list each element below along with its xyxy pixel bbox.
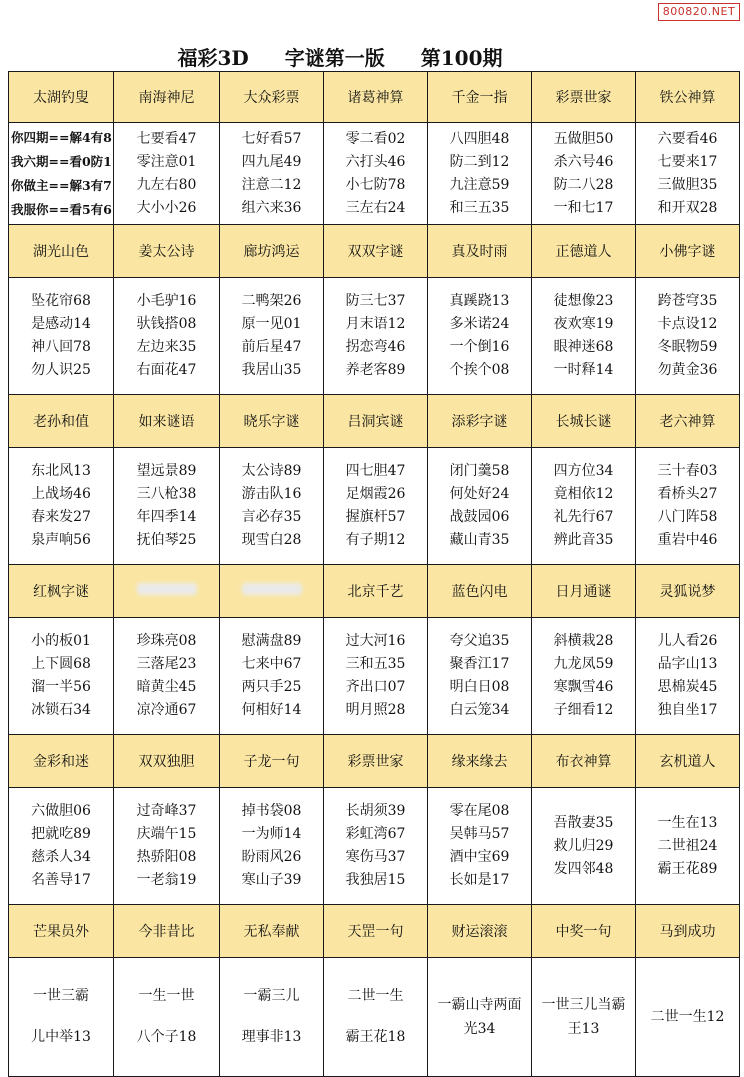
column-header: 正德道人 [532,225,636,278]
header-row [9,565,740,618]
column-header: 诸葛神算 [324,72,428,123]
riddle-line: 过大河16 [345,633,406,649]
column-header [220,565,324,618]
riddle-line: 凉冷通67 [136,702,197,718]
riddle-cell [324,788,428,905]
riddle-line: 六要看46 [657,130,718,147]
column-header: 蓝色闪电 [428,565,532,618]
riddle-line: 霸王花18 [345,1029,406,1045]
site-watermark: 800820.NET [658,3,740,21]
riddle-cell [9,123,114,225]
riddle-line: 一时释14 [553,362,614,378]
riddle-line: 神八回78 [31,339,91,355]
riddle-line: 眼神迷68 [553,339,614,355]
column-header: 千金一指 [428,72,532,123]
riddle-line: 是感动14 [31,316,91,332]
riddle-cell [220,123,324,225]
blurred-header [137,583,197,595]
riddle-line: 子细看12 [553,702,614,718]
riddle-line: 小毛驴16 [136,293,197,309]
riddle-line: 长如是17 [449,872,510,888]
riddle-cell [220,618,324,735]
riddle-line: 坠花帘68 [31,293,91,309]
riddle-line: 名善导17 [31,872,91,888]
riddle-cell [114,278,220,395]
riddle-line: 三十春03 [657,463,718,479]
title-brand: 福彩3D [177,45,249,70]
column-header: 日月通谜 [532,565,636,618]
column-header: 长城长谜 [532,395,636,448]
riddle-cell [220,448,324,565]
riddle-cell [220,278,324,395]
header-row [9,905,740,958]
riddle-line: 战鼓园06 [449,509,510,525]
riddle-line: 九左右80 [136,176,197,193]
riddle-line: 徒想像23 [553,293,614,309]
riddle-line: 救儿归29 [553,837,614,854]
riddle-line: 三左右24 [345,199,406,216]
riddle-line: 藏山青35 [449,532,510,548]
riddle-line: 五做胆50 [553,130,614,147]
riddle-line: 八个子18 [136,1029,197,1045]
riddle-line: 一霸三儿 [243,988,300,1004]
header-row [9,225,740,278]
riddle-cell [532,958,636,1077]
riddle-cell [636,123,740,225]
riddle-line: 儿人看26 [657,633,718,649]
riddle-cell [532,278,636,395]
riddle-cell [220,958,324,1077]
riddle-cell [114,788,220,905]
riddle-line: 七来中67 [241,656,302,672]
column-header: 姜太公诗 [114,225,220,278]
column-header: 芒果员外 [9,905,114,958]
riddle-line: 发四邻48 [553,860,614,877]
riddle-line: 防二八28 [553,176,614,193]
column-header: 灵狐说梦 [636,565,740,618]
riddle-line: 四方位34 [553,463,614,479]
riddle-cell [324,448,428,565]
riddle-cell [636,788,740,905]
line-spacer [114,1008,219,1026]
column-header: 双双字谜 [324,225,428,278]
riddle-line: 一霸山寺两面光34 [437,997,522,1037]
riddle-line: 九注意59 [449,176,510,193]
riddle-line: 我服你==看5有6 [11,201,112,217]
riddle-line: 拐恋弯46 [345,339,406,355]
riddle-line: 组六来36 [241,199,302,216]
riddle-line: 大小小26 [136,199,197,216]
riddle-line: 和开双28 [657,199,718,216]
riddle-row [9,618,740,735]
riddle-line: 零注意01 [136,153,197,170]
riddle-line: 七要看47 [136,130,197,147]
page-title [0,40,680,72]
column-header: 玄机道人 [636,735,740,788]
column-header: 老孙和值 [9,395,114,448]
column-header: 布衣神算 [532,735,636,788]
riddle-line: 夸父追35 [449,633,510,649]
riddle-line: 斜横栽28 [553,633,614,649]
title-issue: 第100期 [420,45,503,70]
riddle-line: 何处好24 [449,486,510,502]
riddle-cell [532,788,636,905]
riddle-line: 上下圆68 [31,656,91,672]
riddle-line: 三做胆35 [657,176,718,193]
column-header: 红枫字谜 [9,565,114,618]
riddle-cell [636,448,740,565]
riddle-cell [114,958,220,1077]
riddle-line: 白云笼34 [449,702,510,718]
riddle-line: 月末语12 [345,316,406,332]
riddle-line: 儿中举13 [31,1029,91,1045]
riddle-line: 春来发27 [31,509,91,525]
riddle-line: 六做胆06 [31,803,91,819]
riddle-row [9,448,740,565]
riddle-row [9,958,740,1077]
riddle-line: 聚香江17 [449,656,510,672]
riddle-cell [9,278,114,395]
riddle-cell [324,278,428,395]
riddle-line: 独自坐17 [657,702,718,718]
column-header: 马到成功 [636,905,740,958]
riddle-row [9,788,740,905]
riddle-line: 竟相依12 [553,486,614,502]
riddle-line: 庆端午15 [136,826,197,842]
riddle-line: 一世三霸 [33,988,89,1004]
riddle-line: 二世一生12 [650,1008,725,1025]
riddle-line: 一生在13 [657,814,718,831]
riddle-line: 你四期==解4有8 [11,129,112,145]
column-header: 廊坊鸿运 [220,225,324,278]
riddle-row [9,123,740,225]
riddle-cell [9,618,114,735]
line-spacer [9,1008,113,1026]
column-header: 小佛字谜 [636,225,740,278]
riddle-line: 重岩中46 [657,532,718,548]
riddle-line: 八门阵58 [657,509,718,525]
riddle-line: 三和五35 [345,656,406,672]
riddle-cell [428,448,532,565]
riddle-line: 二世祖24 [657,837,718,854]
column-header: 子龙一句 [220,735,324,788]
riddle-line: 冰锁石34 [31,702,91,718]
riddle-line: 三落尾23 [136,656,197,672]
column-header: 添彩字谜 [428,395,532,448]
riddle-line: 热骄阳08 [136,849,197,865]
riddle-line: 太公诗89 [241,463,302,479]
riddle-line: 冬眠物59 [657,339,718,355]
riddle-line: 驮钱搭08 [136,316,197,332]
column-header: 今非昔比 [114,905,220,958]
riddle-line: 注意二12 [241,176,302,193]
riddle-line: 真蹊跷13 [449,293,510,309]
riddle-line: 言必存35 [241,509,302,525]
riddle-line: 年四季14 [136,509,197,525]
riddle-line: 你做主==解3有7 [11,177,112,193]
riddle-line: 闭门羹58 [449,463,510,479]
riddle-cell [114,123,220,225]
column-header: 财运滚滚 [428,905,532,958]
riddle-line: 寒飘雪46 [553,679,614,695]
riddle-line: 上战场46 [31,486,91,502]
riddle-cell [636,618,740,735]
riddle-line: 掉书袋08 [241,803,302,819]
riddle-line: 右面花47 [136,362,197,378]
riddle-cell [428,278,532,395]
riddle-line: 一和七17 [553,199,614,216]
riddle-line: 看桥头27 [657,486,718,502]
riddle-line: 一为师14 [241,826,302,842]
riddle-line: 抚伯琴25 [136,532,197,548]
riddle-line: 四七胆47 [345,463,406,479]
riddle-table [8,71,740,1077]
riddle-line: 彩虹湾67 [345,826,406,842]
riddle-line: 养老客89 [345,362,406,378]
riddle-line: 七好看57 [241,130,302,147]
riddle-cell [324,618,428,735]
riddle-line: 前后星47 [241,339,302,355]
riddle-line: 寒伤马37 [345,849,406,865]
riddle-line: 杀六号46 [553,153,614,170]
riddle-line: 勿人识25 [31,362,91,378]
riddle-cell [636,278,740,395]
riddle-line: 跨苍穹35 [657,293,718,309]
column-header: 彩票世家 [532,72,636,123]
column-header: 铁公神算 [636,72,740,123]
riddle-cell [324,123,428,225]
riddle-cell [532,123,636,225]
line-spacer [324,1008,427,1026]
riddle-line: 过奇峰37 [136,803,197,819]
riddle-line: 一老翁19 [136,872,197,888]
riddle-line: 足烟霞26 [345,486,406,502]
riddle-line: 一个倒16 [449,339,510,355]
riddle-line: 二世一生 [347,988,404,1004]
riddle-line: 现雪白28 [241,532,302,548]
riddle-line: 卡点设12 [657,316,718,332]
riddle-line: 防三七37 [345,293,406,309]
column-header: 大众彩票 [220,72,324,123]
riddle-line: 勿黄金36 [657,362,718,378]
riddle-line: 两只手25 [241,679,302,695]
column-header: 老六神算 [636,395,740,448]
riddle-line: 思棉炭45 [657,679,718,695]
column-header: 中奖一句 [532,905,636,958]
riddle-cell [324,958,428,1077]
riddle-line: 六打头46 [345,153,406,170]
riddle-line: 明白日08 [449,679,510,695]
riddle-line: 暗黄尘45 [136,679,197,695]
riddle-line: 八四胆48 [449,130,510,147]
riddle-line: 长胡须39 [345,803,406,819]
riddle-line: 东北风13 [31,463,91,479]
riddle-line: 吾散妻35 [553,814,614,831]
riddle-line: 七要来17 [657,153,718,170]
column-header: 彩票世家 [324,735,428,788]
header-row [9,72,740,123]
riddle-line: 齐出口07 [345,679,406,695]
riddle-line: 泉声响56 [31,532,91,548]
riddle-line: 个挨个08 [449,362,510,378]
riddle-line: 夜欢寒19 [553,316,614,332]
riddle-line: 霸王花89 [657,860,718,877]
riddle-line: 二鸭架26 [241,293,302,309]
riddle-cell [428,618,532,735]
column-header: 天罡一句 [324,905,428,958]
riddle-line: 左边来35 [136,339,197,355]
riddle-line: 辨此音35 [553,532,614,548]
line-spacer [220,1008,323,1026]
header-row [9,735,740,788]
riddle-line: 慈杀人34 [31,849,91,865]
column-header: 南海神尼 [114,72,220,123]
blurred-header [242,583,302,595]
riddle-cell [636,958,740,1077]
column-header: 太湖钓叟 [9,72,114,123]
riddle-line: 三八枪38 [136,486,197,502]
riddle-cell [428,958,532,1077]
riddle-line: 我六期==看0防1 [11,153,112,169]
riddle-line: 有子期12 [345,532,406,548]
column-header: 无私奉献 [220,905,324,958]
riddle-cell [114,618,220,735]
riddle-cell [220,788,324,905]
riddle-line: 一世三儿当霸王13 [541,997,626,1037]
riddle-line: 珍珠亮08 [136,633,197,649]
riddle-cell [532,618,636,735]
riddle-line: 酒中宝69 [449,849,510,865]
riddle-line: 小七防78 [345,176,406,193]
column-header: 如来谜语 [114,395,220,448]
riddle-line: 吴韩马57 [449,826,510,842]
column-header: 双双独胆 [114,735,220,788]
riddle-cell [114,448,220,565]
riddle-line: 明月照28 [345,702,406,718]
riddle-line: 四九尾49 [241,153,302,170]
column-header: 湖光山色 [9,225,114,278]
riddle-line: 寒山子39 [241,872,302,888]
header-row [9,395,740,448]
riddle-line: 我独居15 [345,872,406,888]
riddle-cell [9,958,114,1077]
column-header: 晓乐字谜 [220,395,324,448]
riddle-line: 盼雨风26 [241,849,302,865]
riddle-line: 何相好14 [241,702,302,718]
riddle-line: 我居山35 [241,362,302,378]
riddle-line: 游击队16 [241,486,302,502]
riddle-cell [428,788,532,905]
column-header: 吕洞宾谜 [324,395,428,448]
column-header: 真及时雨 [428,225,532,278]
column-header: 金彩和迷 [9,735,114,788]
column-header: 北京千艺 [324,565,428,618]
riddle-line: 品字山13 [657,656,718,672]
column-header [114,565,220,618]
riddle-row [9,278,740,395]
riddle-cell [428,123,532,225]
riddle-line: 零在尾08 [449,803,510,819]
riddle-line: 礼先行67 [553,509,614,525]
riddle-line: 握旗杆57 [345,509,406,525]
riddle-line: 理事非13 [241,1029,302,1045]
riddle-line: 多米诺24 [449,316,510,332]
riddle-line: 原一见01 [241,316,302,332]
riddle-line: 望远景89 [136,463,197,479]
riddle-line: 和三五35 [449,199,510,216]
riddle-line: 慰满盘89 [241,633,302,649]
riddle-line: 防二到12 [449,153,510,170]
riddle-line: 九龙凤59 [553,656,614,672]
riddle-cell [532,448,636,565]
riddle-line: 零二看02 [345,130,406,147]
column-header: 缘来缘去 [428,735,532,788]
riddle-line: 把就吃89 [31,826,91,842]
riddle-cell [9,448,114,565]
riddle-line: 一生一世 [138,988,195,1004]
riddle-line: 小的板01 [31,633,91,649]
riddle-cell [9,788,114,905]
title-edition: 字谜第一版 [284,45,385,70]
riddle-line: 溜一半56 [31,679,91,695]
